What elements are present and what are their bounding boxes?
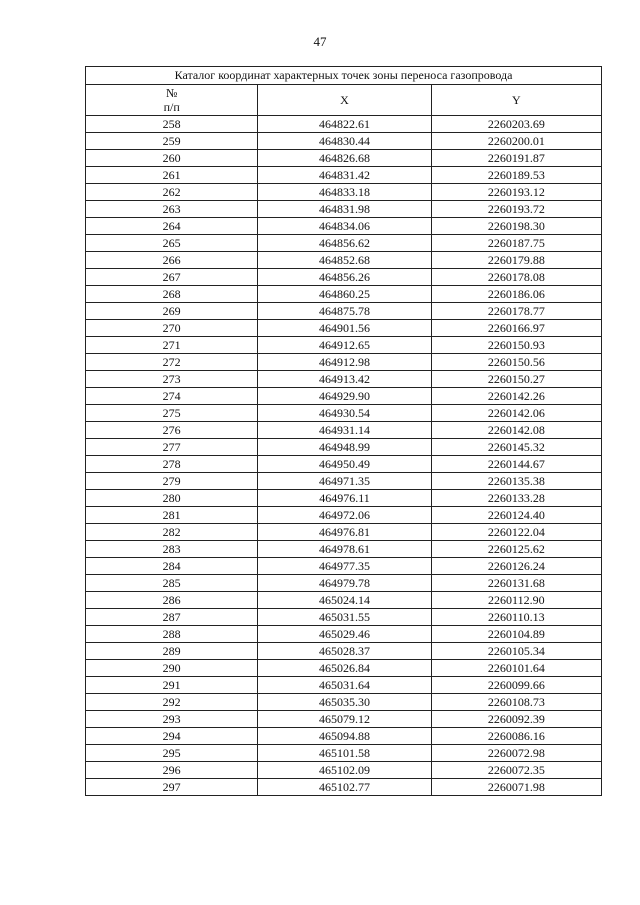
y-coordinate-cell: 2260142.06 — [431, 405, 601, 422]
row-number-cell: 286 — [86, 592, 258, 609]
table-row — [86, 490, 602, 507]
y-coordinate-cell: 2260142.08 — [431, 422, 601, 439]
y-coordinate-cell: 2260125.62 — [431, 541, 601, 558]
row-number-cell: 291 — [86, 677, 258, 694]
row-number-cell: 285 — [86, 575, 258, 592]
y-coordinate-cell: 2260135.38 — [431, 473, 601, 490]
x-coordinate-cell: 465031.64 — [258, 677, 431, 694]
row-number-cell: 292 — [86, 694, 258, 711]
y-coordinate-cell: 2260189.53 — [431, 167, 601, 184]
table-row — [86, 388, 602, 405]
x-coordinate-cell: 465024.14 — [258, 592, 431, 609]
x-coordinate-cell: 464833.18 — [258, 184, 431, 201]
y-coordinate-cell: 2260178.08 — [431, 269, 601, 286]
row-number-cell: 275 — [86, 405, 258, 422]
table-row — [86, 150, 602, 167]
column-header-number-line1: № — [165, 86, 178, 100]
row-number-cell: 283 — [86, 541, 258, 558]
y-coordinate-cell: 2260112.90 — [431, 592, 601, 609]
x-coordinate-cell: 464834.06 — [258, 218, 431, 235]
table-row — [86, 286, 602, 303]
table-row — [86, 269, 602, 286]
y-coordinate-cell: 2260145.32 — [431, 439, 601, 456]
table-row — [86, 626, 602, 643]
row-number-cell: 268 — [86, 286, 258, 303]
y-coordinate-cell: 2260086.16 — [431, 728, 601, 745]
table-row — [86, 252, 602, 269]
row-number-cell: 276 — [86, 422, 258, 439]
table-row — [86, 354, 602, 371]
table-row — [86, 473, 602, 490]
y-coordinate-cell: 2260150.56 — [431, 354, 601, 371]
table-row — [86, 303, 602, 320]
table-header-row — [86, 85, 602, 116]
row-number-cell: 290 — [86, 660, 258, 677]
row-number-cell: 289 — [86, 643, 258, 660]
page-number: 47 — [313, 34, 327, 49]
table-row — [86, 541, 602, 558]
x-coordinate-cell: 464912.65 — [258, 337, 431, 354]
y-coordinate-cell: 2260193.72 — [431, 201, 601, 218]
x-coordinate-cell: 464901.56 — [258, 320, 431, 337]
column-header-y: Y — [431, 85, 601, 116]
x-coordinate-cell: 464976.11 — [258, 490, 431, 507]
x-coordinate-cell: 464976.81 — [258, 524, 431, 541]
row-number-cell: 261 — [86, 167, 258, 184]
row-number-cell: 272 — [86, 354, 258, 371]
y-coordinate-cell: 2260150.27 — [431, 371, 601, 388]
table-row — [86, 592, 602, 609]
row-number-cell: 271 — [86, 337, 258, 354]
x-coordinate-cell: 464950.49 — [258, 456, 431, 473]
row-number-cell: 278 — [86, 456, 258, 473]
row-number-cell: 258 — [86, 116, 258, 133]
row-number-cell: 294 — [86, 728, 258, 745]
x-coordinate-cell: 464948.99 — [258, 439, 431, 456]
y-coordinate-cell: 2260186.06 — [431, 286, 601, 303]
table-row — [86, 524, 602, 541]
y-coordinate-cell: 2260166.97 — [431, 320, 601, 337]
table-body — [86, 116, 602, 796]
x-coordinate-cell: 464856.62 — [258, 235, 431, 252]
table-row — [86, 779, 602, 796]
row-number-cell: 260 — [86, 150, 258, 167]
x-coordinate-cell: 465035.30 — [258, 694, 431, 711]
x-coordinate-cell: 465094.88 — [258, 728, 431, 745]
table-row — [86, 201, 602, 218]
x-coordinate-cell: 464972.06 — [258, 507, 431, 524]
y-coordinate-cell: 2260122.04 — [431, 524, 601, 541]
table-row — [86, 218, 602, 235]
table-row — [86, 575, 602, 592]
table-row — [86, 405, 602, 422]
row-number-cell: 265 — [86, 235, 258, 252]
table-row — [86, 643, 602, 660]
x-coordinate-cell: 465028.37 — [258, 643, 431, 660]
row-number-cell: 284 — [86, 558, 258, 575]
y-coordinate-cell: 2260071.98 — [431, 779, 601, 796]
table-row — [86, 762, 602, 779]
y-coordinate-cell: 2260131.68 — [431, 575, 601, 592]
row-number-cell: 277 — [86, 439, 258, 456]
row-number-cell: 259 — [86, 133, 258, 150]
y-coordinate-cell: 2260124.40 — [431, 507, 601, 524]
y-coordinate-cell: 2260191.87 — [431, 150, 601, 167]
y-coordinate-cell: 2260187.75 — [431, 235, 601, 252]
y-coordinate-cell: 2260133.28 — [431, 490, 601, 507]
x-coordinate-cell: 464930.54 — [258, 405, 431, 422]
table-row — [86, 320, 602, 337]
y-coordinate-cell: 2260104.89 — [431, 626, 601, 643]
table-row — [86, 439, 602, 456]
coordinate-catalog-table — [85, 66, 602, 796]
x-coordinate-cell: 464977.35 — [258, 558, 431, 575]
x-coordinate-cell: 464875.78 — [258, 303, 431, 320]
x-coordinate-cell: 464826.68 — [258, 150, 431, 167]
table-row — [86, 371, 602, 388]
column-header-x: X — [258, 85, 431, 116]
x-coordinate-cell: 464830.44 — [258, 133, 431, 150]
table-row — [86, 456, 602, 473]
table-row — [86, 235, 602, 252]
y-coordinate-cell: 2260178.77 — [431, 303, 601, 320]
table-row — [86, 133, 602, 150]
x-coordinate-cell: 464822.61 — [258, 116, 431, 133]
y-coordinate-cell: 2260108.73 — [431, 694, 601, 711]
x-coordinate-cell: 464912.98 — [258, 354, 431, 371]
row-number-cell: 264 — [86, 218, 258, 235]
row-number-cell: 269 — [86, 303, 258, 320]
y-coordinate-cell: 2260092.39 — [431, 711, 601, 728]
y-coordinate-cell: 2260110.13 — [431, 609, 601, 626]
table-row — [86, 609, 602, 626]
x-coordinate-cell: 465026.84 — [258, 660, 431, 677]
y-coordinate-cell: 2260144.67 — [431, 456, 601, 473]
x-coordinate-cell: 465102.09 — [258, 762, 431, 779]
row-number-cell: 296 — [86, 762, 258, 779]
row-number-cell: 273 — [86, 371, 258, 388]
row-number-cell: 274 — [86, 388, 258, 405]
column-header-number — [86, 85, 258, 116]
x-coordinate-cell: 464978.61 — [258, 541, 431, 558]
row-number-cell: 282 — [86, 524, 258, 541]
row-number-cell: 267 — [86, 269, 258, 286]
table-row — [86, 337, 602, 354]
row-number-cell: 281 — [86, 507, 258, 524]
x-coordinate-cell: 465031.55 — [258, 609, 431, 626]
x-coordinate-cell: 465079.12 — [258, 711, 431, 728]
table-row — [86, 728, 602, 745]
y-coordinate-cell: 2260193.12 — [431, 184, 601, 201]
x-coordinate-cell: 464831.42 — [258, 167, 431, 184]
x-coordinate-cell: 464831.98 — [258, 201, 431, 218]
table-row — [86, 184, 602, 201]
y-coordinate-cell: 2260072.35 — [431, 762, 601, 779]
table-caption: Каталог координат характерных точек зоны переноса газопровода — [86, 67, 602, 85]
x-coordinate-cell: 464913.42 — [258, 371, 431, 388]
table-caption-row — [86, 67, 602, 85]
x-coordinate-cell: 464971.35 — [258, 473, 431, 490]
row-number-cell: 266 — [86, 252, 258, 269]
table-row — [86, 167, 602, 184]
x-coordinate-cell: 464929.90 — [258, 388, 431, 405]
row-number-cell: 295 — [86, 745, 258, 762]
x-coordinate-cell: 464979.78 — [258, 575, 431, 592]
table-row — [86, 116, 602, 133]
y-coordinate-cell: 2260150.93 — [431, 337, 601, 354]
x-coordinate-cell: 464856.26 — [258, 269, 431, 286]
x-coordinate-cell: 465101.58 — [258, 745, 431, 762]
y-coordinate-cell: 2260105.34 — [431, 643, 601, 660]
row-number-cell: 287 — [86, 609, 258, 626]
y-coordinate-cell: 2260200.01 — [431, 133, 601, 150]
row-number-cell: 288 — [86, 626, 258, 643]
x-coordinate-cell: 464931.14 — [258, 422, 431, 439]
row-number-cell: 293 — [86, 711, 258, 728]
y-coordinate-cell: 2260099.66 — [431, 677, 601, 694]
table-row — [86, 422, 602, 439]
y-coordinate-cell: 2260198.30 — [431, 218, 601, 235]
y-coordinate-cell: 2260072.98 — [431, 745, 601, 762]
row-number-cell: 280 — [86, 490, 258, 507]
y-coordinate-cell: 2260203.69 — [431, 116, 601, 133]
table-row — [86, 677, 602, 694]
y-coordinate-cell: 2260101.64 — [431, 660, 601, 677]
table-row — [86, 711, 602, 728]
x-coordinate-cell: 465029.46 — [258, 626, 431, 643]
x-coordinate-cell: 464860.25 — [258, 286, 431, 303]
y-coordinate-cell: 2260179.88 — [431, 252, 601, 269]
row-number-cell: 262 — [86, 184, 258, 201]
x-coordinate-cell: 465102.77 — [258, 779, 431, 796]
table-row — [86, 694, 602, 711]
row-number-cell: 270 — [86, 320, 258, 337]
row-number-cell: 297 — [86, 779, 258, 796]
table-row — [86, 507, 602, 524]
x-coordinate-cell: 464852.68 — [258, 252, 431, 269]
table-row — [86, 558, 602, 575]
y-coordinate-cell: 2260142.26 — [431, 388, 601, 405]
row-number-cell: 279 — [86, 473, 258, 490]
table-row — [86, 745, 602, 762]
y-coordinate-cell: 2260126.24 — [431, 558, 601, 575]
column-header-number-line2: п/п — [163, 100, 180, 114]
table-row — [86, 660, 602, 677]
row-number-cell: 263 — [86, 201, 258, 218]
